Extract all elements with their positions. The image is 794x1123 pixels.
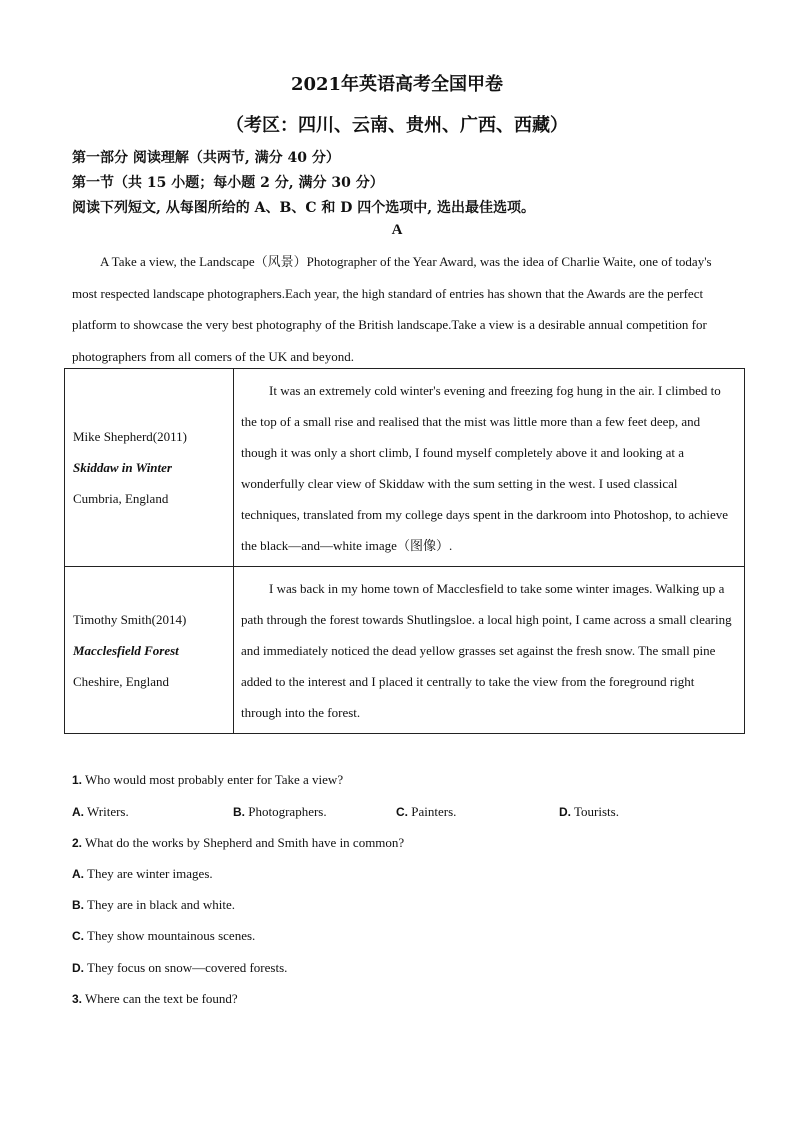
option-1b[interactable] bbox=[233, 804, 327, 820]
instructions: 阅读下列短文, 从每图所给的 A、B、C 和 D 四个选项中, 选出最佳选项。 bbox=[72, 200, 535, 216]
question-number: 1. bbox=[72, 773, 83, 787]
question-text: Where can the text be found? bbox=[85, 991, 238, 1006]
option-text: They show mountainous scenes. bbox=[87, 928, 256, 943]
question-3 bbox=[72, 991, 238, 1007]
question-number: 3. bbox=[72, 992, 83, 1006]
option-letter: B. bbox=[72, 898, 84, 912]
option-text: Painters. bbox=[411, 804, 457, 819]
passage-label: A bbox=[391, 222, 403, 238]
option-letter: D. bbox=[72, 961, 84, 975]
question-2 bbox=[72, 835, 404, 851]
option-2d[interactable] bbox=[72, 960, 287, 976]
entry-description bbox=[234, 369, 745, 567]
option-2c[interactable] bbox=[72, 928, 255, 944]
option-2a[interactable] bbox=[72, 866, 213, 882]
option-1d[interactable] bbox=[559, 804, 619, 820]
intro-paragraph: A Take a view, the Landscape（风景）Photographer of the Year Award, was the idea of Charlie Waite, one of today's most respected landscape photographers.Each year, the high standard of entries has shown that the Awards are the perfect platform to showcase the very best photography of the British landscape.Take a view is a desirable annual competition for photographers from all comers of the UK and beyond. bbox=[72, 254, 712, 364]
table-row bbox=[65, 567, 745, 734]
exam-regions: （考区：四川、云南、贵州、广西、西藏） bbox=[226, 115, 568, 136]
exam-title: 2021年英语高考全国甲卷 bbox=[290, 74, 504, 95]
entry-author: Mike Shepherd(2011) bbox=[73, 429, 187, 444]
entry-description bbox=[234, 567, 745, 734]
passage-intro bbox=[72, 246, 734, 372]
option-text: They are in black and white. bbox=[87, 897, 236, 912]
entry-text: I was back in my home town of Macclesfield to take some winter images. Walking up a path through the forest towards Shutlingsloe. a local high point, I came across a small clearing and immediately noticed the dead yellow grasses set against the fresh snow. The small pine added to the interest and I placed it centrally to take the view from the foreground right through into the forest. bbox=[241, 580, 732, 720]
entry-place: Cheshire, England bbox=[73, 673, 170, 689]
question-1 bbox=[72, 772, 343, 788]
entry-meta bbox=[65, 369, 234, 567]
question-number: 2. bbox=[72, 836, 83, 850]
entries-table bbox=[64, 368, 745, 734]
option-1c[interactable] bbox=[396, 804, 456, 820]
question-text: What do the works by Shepherd and Smith have in common? bbox=[85, 835, 405, 850]
option-text: Photographers. bbox=[248, 804, 327, 819]
option-letter: B. bbox=[233, 805, 245, 819]
option-letter: C. bbox=[396, 805, 408, 819]
option-text: They are winter images. bbox=[87, 866, 213, 881]
section-heading: 第一节（共 15 小题；每小题 2 分, 满分 30 分） bbox=[72, 175, 384, 191]
option-text: They focus on snow—covered forests. bbox=[87, 960, 288, 975]
entry-meta bbox=[65, 567, 234, 734]
option-letter: C. bbox=[72, 929, 84, 943]
option-text: Tourists. bbox=[574, 804, 619, 819]
entry-place: Cumbria, England bbox=[73, 491, 169, 506]
entry-text: It was an extremely cold winter's evening and freezing fog hung in the air. I climbed to the top of a small rise and realised that the mist was little more than a few feet deep, and though it was only a short climb, I found myself completely above it and looking at a wonderfully clear view of Skiddaw with the sum setting in the west. I used classical techniques, translated from my college days spent in the darkroom into Photoshop, to achieve the black—and—white image（图像）. bbox=[241, 382, 729, 553]
option-2b[interactable] bbox=[72, 897, 235, 913]
option-letter: D. bbox=[559, 805, 571, 819]
part-heading: 第一部分 阅读理解（共两节, 满分 40 分） bbox=[72, 150, 340, 166]
entry-author: Timothy Smith(2014) bbox=[73, 611, 187, 627]
question-text: Who would most probably enter for Take a view? bbox=[85, 772, 344, 787]
option-1a[interactable] bbox=[72, 804, 129, 820]
option-text: Writers. bbox=[87, 804, 129, 819]
table-row bbox=[65, 369, 745, 567]
option-letter: A. bbox=[72, 805, 84, 819]
option-letter: A. bbox=[72, 867, 84, 881]
entry-work-title: Macclesfield Forest bbox=[73, 642, 179, 658]
entry-work-title: Skiddaw in Winter bbox=[73, 460, 172, 475]
